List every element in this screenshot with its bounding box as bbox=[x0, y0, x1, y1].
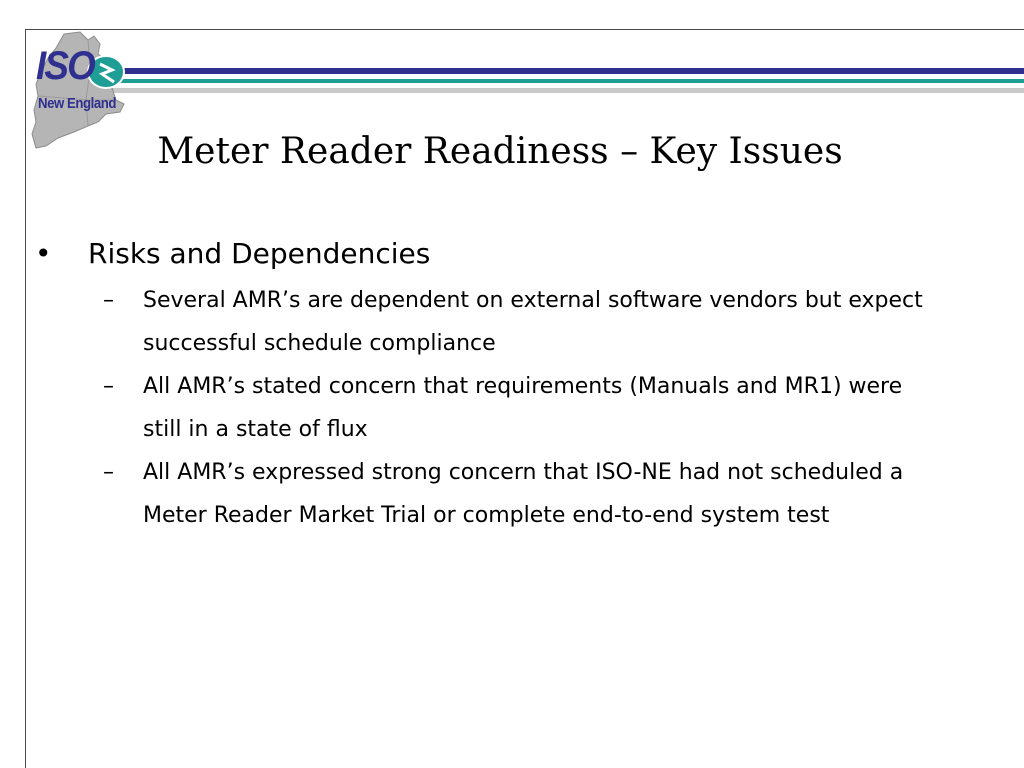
bullet-text: Risks and Dependencies bbox=[88, 237, 431, 270]
sub-bullet-marker: – bbox=[103, 374, 114, 399]
bullet-marker: • bbox=[35, 237, 52, 270]
frame-top-rule bbox=[25, 29, 1024, 30]
header-stripe-gray bbox=[112, 88, 1024, 93]
sub-bullet-text: All AMR’s stated concern that requirements (Manuals and MR1) were still in a state of flux bbox=[143, 374, 903, 442]
sub-bullet-software-vendors bbox=[35, 279, 943, 365]
sub-bullet-marker: – bbox=[103, 460, 114, 485]
bullet-risks-dependencies bbox=[35, 234, 975, 274]
slide-body bbox=[35, 234, 975, 537]
sub-bullet-text: Several AMR’s are dependent on external software vendors but expect successful schedule compliance bbox=[143, 288, 923, 356]
logo-new-england-text: New England bbox=[38, 95, 117, 112]
sub-bullet-text: All AMR’s expressed strong concern that ISO-NE had not scheduled a Meter Reader Market Trial or complete end-to-end system test bbox=[143, 460, 904, 528]
logo-iso-text: ISO bbox=[36, 44, 94, 88]
header-stripe-teal bbox=[112, 79, 1024, 83]
sub-bullet-marker: – bbox=[103, 288, 114, 313]
slide-title bbox=[0, 130, 1000, 173]
sub-bullet-requirements-flux bbox=[35, 365, 943, 451]
sub-bullet-market-trial bbox=[35, 451, 943, 537]
header-stripe-navy bbox=[112, 68, 1024, 74]
slide-title-text: Meter Reader Readiness – Key Issues bbox=[157, 131, 843, 172]
